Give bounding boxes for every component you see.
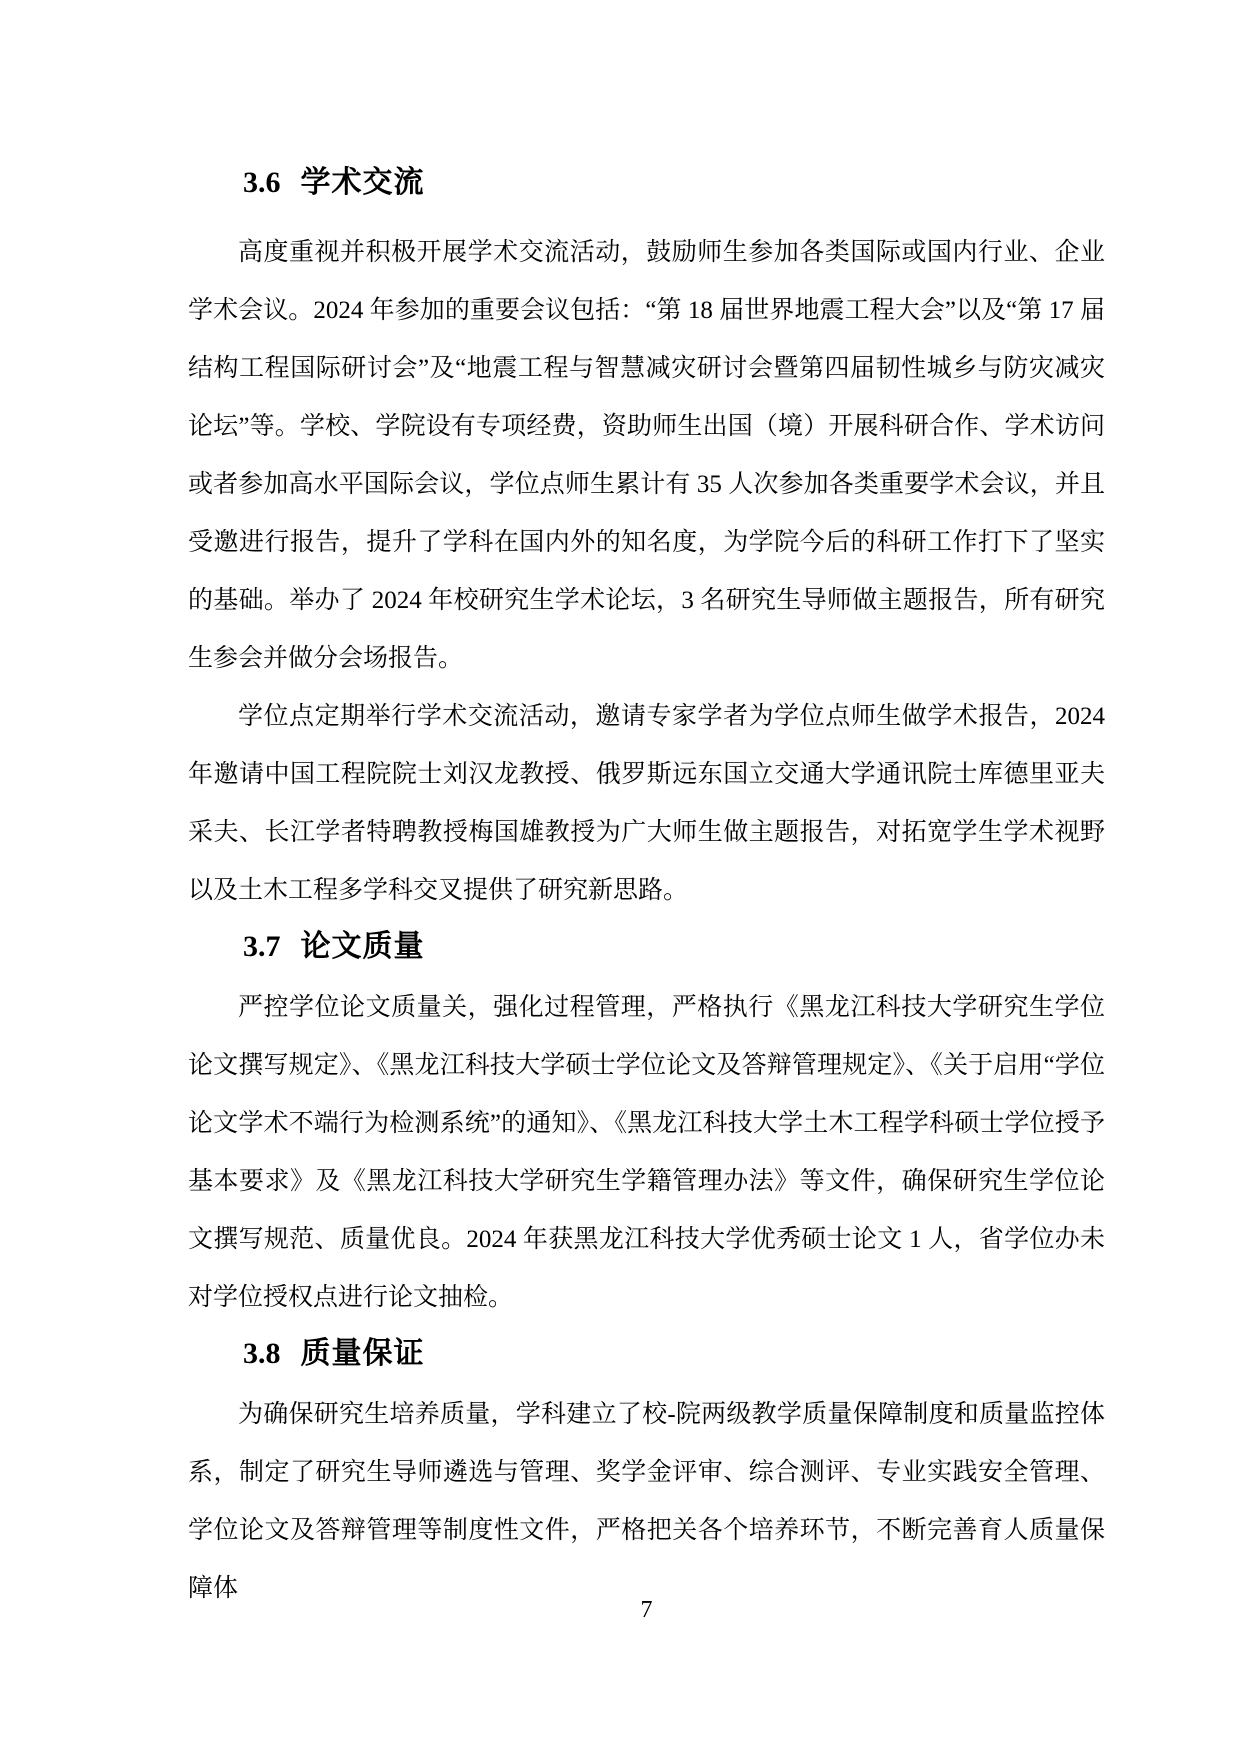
section-title: 论文质量 — [300, 930, 425, 963]
section-number: 3.7 — [243, 930, 281, 963]
section-heading-3-7 — [243, 929, 1105, 965]
section-number: 3.6 — [243, 166, 281, 199]
paragraph: 学位点定期举行学术交流活动，邀请专家学者为学位点师生做学术报告，2024 年邀请中国工程院院士刘汉龙教授、俄罗斯远东国立交通大学通讯院士库德里亚夫采夫、长江学者特聘教授梅国雄教授为广大师生做主题报告，对拓宽学生学术视野以及土木工程多学科交叉提供了研究新思路。 — [188, 703, 1105, 904]
paragraph: 严控学位论文质量关，强化过程管理，严格执行《黑龙江科技大学研究生学位论文撰写规定》、《黑龙江科技大学硕士学位论文及答辩管理规定》、《关于启用“学位论文学术不端行为检测系统”的通知》、《黑龙江科技大学土木工程学科硕士学位授予基本要求》及《黑龙江科技大学研究生学籍管理办法》等文件，确保研究生学位论文撰写规范、质量优良。2024 年获黑龙江科技大学优秀硕士论文 1 人，省学位办未对学位授权点进行论文抽检。 — [188, 994, 1105, 1311]
section-number: 3.8 — [243, 1337, 281, 1370]
section-heading-3-6 — [243, 165, 1105, 201]
page-number: 7 — [640, 1597, 653, 1623]
paragraph: 高度重视并积极开展学术交流活动，鼓励师生参加各类国际或国内行业、企业学术会议。2024 年参加的重要会议包括：“第 18 届世界地震工程大会”以及“第 17 届结构工程国际研讨会”及“地震工程与智慧减灾研讨会暨第四届韧性城乡与防灾减灾论坛”等。学校、学院设有专项经费，资助师生出国（境）开展科研合作、学术访问或者参加高水平国际会议，学位点师生累计有 35 人次参加各类重要学术会议，并且受邀进行报告，提升了学科在国内外的知名度，为学院今后的科研工作打下了坚实的基础。举办了 2024 年校研究生学术论坛，3 名研究生导师做主题报告，所有研究生参会并做分会场报告。 — [188, 239, 1105, 672]
section-title: 质量保证 — [300, 1337, 425, 1370]
section-heading-3-8 — [243, 1336, 1105, 1372]
paragraph: 为确保研究生培养质量，学科建立了校-院两级教学质量保障制度和质量监控体系，制定了研究生导师遴选与管理、奖学金评审、综合测评、专业实践安全管理、学位论文及答辩管理等制度性文件，严格把关各个培养环节，不断完善育人质量保障体 — [188, 1401, 1105, 1602]
page-content — [188, 165, 1105, 1618]
section-title: 学术交流 — [300, 166, 425, 199]
